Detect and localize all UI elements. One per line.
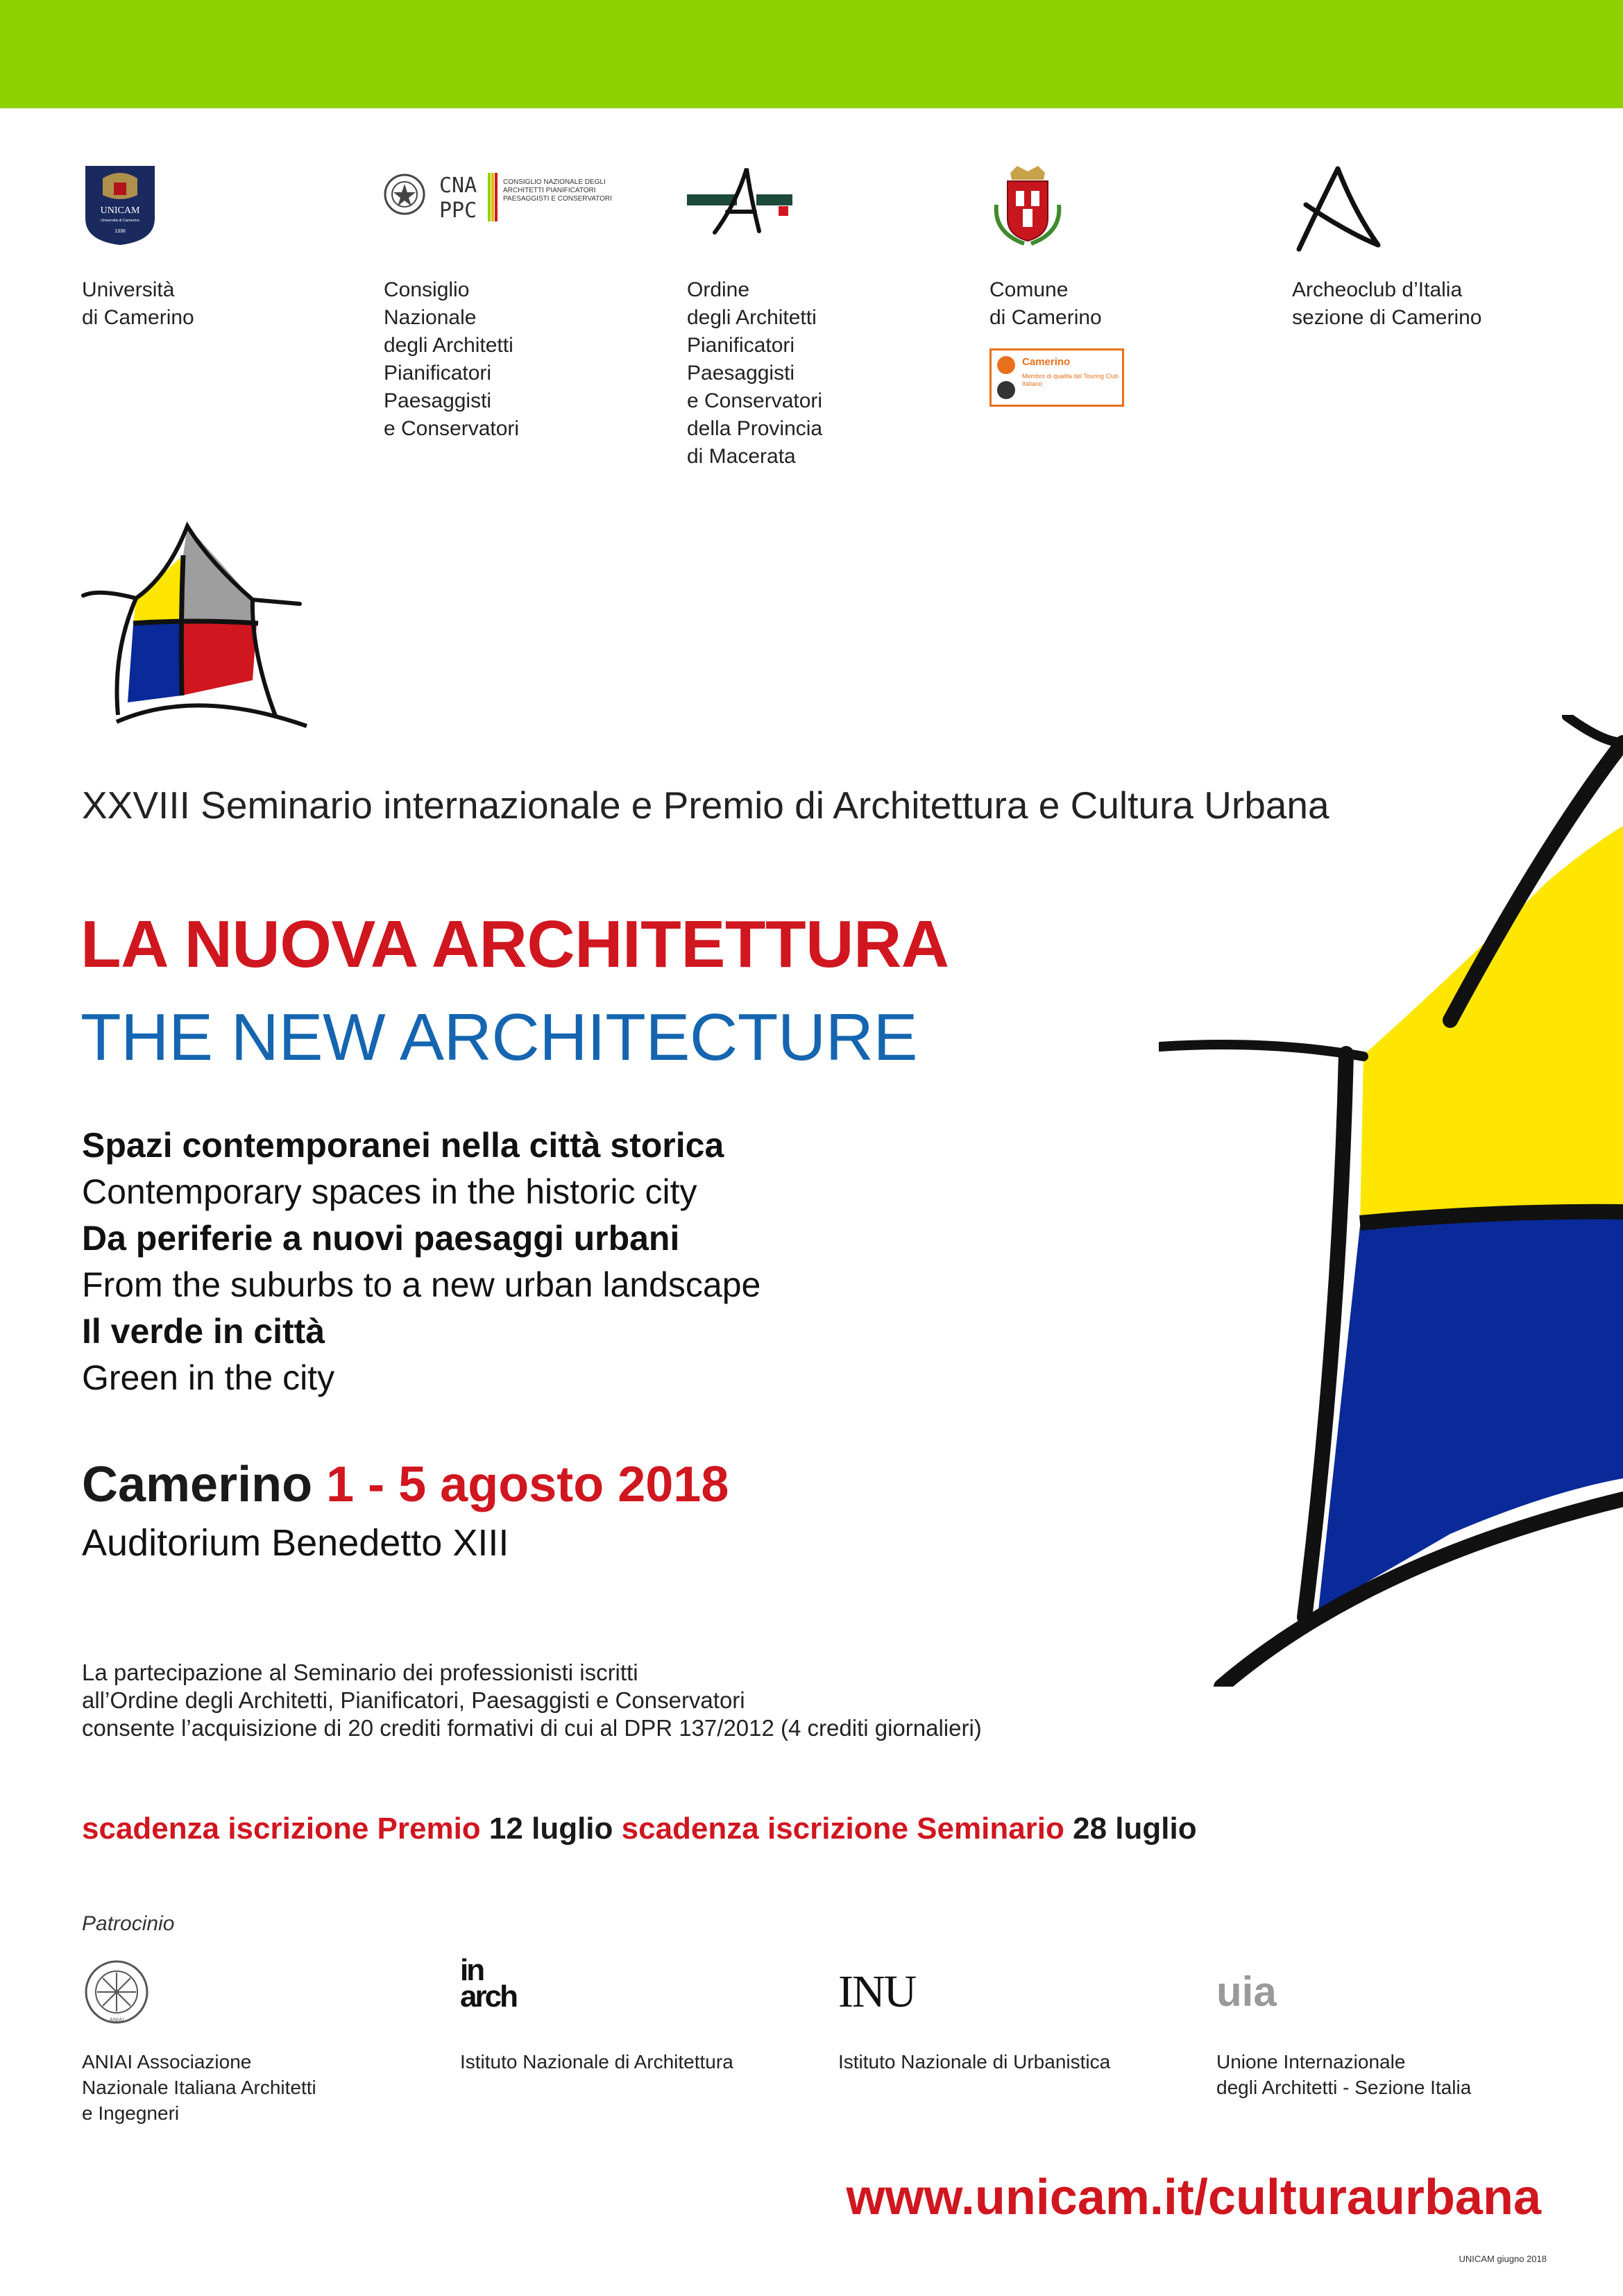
organizer-caption: Comune di Camerino xyxy=(989,278,1102,329)
cnappc-logo xyxy=(384,163,661,257)
theme-line: Il verde in città xyxy=(82,1312,325,1351)
archeoclub-a-icon xyxy=(1292,163,1389,253)
premio-deadline-label: scadenza iscrizione Premio xyxy=(82,1812,481,1846)
sponsor-caption: Unione Internazionale degli Architetti - Sezione Italia xyxy=(1216,2051,1472,2098)
svg-text:PPC: PPC xyxy=(439,199,477,223)
unicam-shield-icon xyxy=(82,163,158,246)
unicam-logo-text: UNICAM xyxy=(100,205,140,216)
comune-coat-of-arms-icon xyxy=(989,163,1066,246)
archeoclub-logo xyxy=(1292,163,1570,257)
touring-badge-icon xyxy=(997,356,1015,374)
inu-logo-text: INU xyxy=(838,1966,916,2017)
premio-deadline-date: 12 luglio xyxy=(488,1812,613,1846)
website-link[interactable]: www.unicam.it/culturaurbana xyxy=(846,2170,1541,2225)
note-line: La partecipazione al Seminario dei professionisti iscritti xyxy=(82,1660,638,1685)
organizer-cnappc xyxy=(384,163,661,443)
top-color-bar xyxy=(0,0,1623,108)
unicam-logo-year: 1336 xyxy=(114,229,126,234)
organizer-caption: Ordine degli Architetti Pianificatori Paesaggisti e Conservatori della Provincia di Macerata xyxy=(687,278,823,468)
note-line: consente l’acquisizione di 20 crediti formativi di cui al DPR 137/2012 (4 crediti giornalieri) xyxy=(82,1715,982,1741)
sponsor-caption: Istituto Nazionale di Urbanistica xyxy=(838,2051,1111,2073)
patrocinio-label: Patrocinio xyxy=(82,1912,175,1935)
aniai-logo xyxy=(82,1957,429,2027)
comune-logo xyxy=(989,163,1267,257)
organizer-caption: Archeoclub d’Italia sezione di Camerino xyxy=(1292,278,1482,329)
theme-line: Da periferie a nuovi paesaggi urbani xyxy=(82,1219,680,1258)
organizer-comune-camerino xyxy=(989,163,1267,407)
event-venue: Auditorium Benedetto XIII xyxy=(82,1522,509,1564)
seminario-deadline-date: 28 luglio xyxy=(1073,1812,1197,1846)
sponsor-caption: ANIAI Associazione Nazionale Italiana Architetti e Ingegneri xyxy=(82,2051,316,2124)
cnappc-logo-text: CONSIGLIO NAZIONALE DEGLI ARCHITETTI PIANIFICATORI PAESAGGISTI E CONSERVATORI xyxy=(503,178,612,203)
theme-line: Spazi contemporanei nella città storica xyxy=(82,1126,724,1165)
sponsor-caption: Istituto Nazionale di Architettura xyxy=(460,2051,733,2073)
title-english: THE NEW ARCHITECTURE xyxy=(80,1000,918,1074)
themes-list xyxy=(82,1122,984,1401)
print-credit: UNICAM giugno 2018 xyxy=(1459,2254,1547,2264)
theme-line: Green in the city xyxy=(82,1358,335,1397)
title-italian: LA NUOVA ARCHITETTURA xyxy=(80,907,949,981)
uia-logo xyxy=(1216,1957,1563,2027)
credits-note xyxy=(82,1659,1192,1742)
sponsor-inarch xyxy=(460,1953,807,2075)
seminar-kicker: XXVIII Seminario internazionale e Premio di Architettura e Cultura Urbana xyxy=(82,784,1329,827)
touring-badge-title: Camerino xyxy=(1022,356,1071,368)
ordine-logo xyxy=(687,163,965,257)
unicam-logo-subtext: Università di Camerino xyxy=(101,219,139,223)
decorative-house-graphic xyxy=(1159,715,1623,1687)
organizer-archeoclub xyxy=(1292,163,1570,332)
event-place-dates xyxy=(82,1456,729,1513)
seminario-deadline-label: scadenza iscrizione Seminario xyxy=(621,1812,1064,1846)
aniai-seal-icon xyxy=(82,1957,151,2027)
aniai-logo-text: ANIAI xyxy=(109,2017,124,2023)
inarch-logo-text: in arch xyxy=(460,1953,516,2014)
inu-logo xyxy=(838,1957,1185,2027)
ordine-a-icon xyxy=(687,163,798,239)
touring-club-badge xyxy=(989,348,1124,407)
event-dates: 1 - 5 agosto 2018 xyxy=(326,1457,729,1512)
organizer-ordine-macerata xyxy=(687,163,965,471)
organizer-caption: Università di Camerino xyxy=(82,278,194,329)
svg-text:CNA: CNA xyxy=(439,174,477,198)
touring-badge-text: Membro di qualità del Touring Club Italiano xyxy=(1022,373,1119,387)
touring-seal-icon xyxy=(997,381,1015,399)
sponsor-uia xyxy=(1216,1957,1563,2100)
theme-line: Contemporary spaces in the historic city xyxy=(82,1172,697,1211)
uia-logo-text: uia xyxy=(1216,1968,1277,2015)
unicam-logo xyxy=(82,163,359,257)
event-city: Camerino xyxy=(82,1457,313,1512)
note-line: all’Ordine degli Architetti, Pianificatori, Paesaggisti e Conservatori xyxy=(82,1687,745,1713)
organizer-caption: Consiglio Nazionale degli Architetti Pianificatori Paesaggisti e Conservatori xyxy=(384,278,520,440)
sponsor-aniai xyxy=(82,1957,429,2126)
registration-deadlines xyxy=(82,1812,1197,1846)
sponsor-inu xyxy=(838,1957,1185,2075)
theme-line: From the suburbs to a new urban landscape xyxy=(82,1265,761,1304)
organizer-unicam xyxy=(82,163,359,332)
seminar-logo-icon xyxy=(78,514,314,743)
inarch-logo xyxy=(460,1953,807,2027)
